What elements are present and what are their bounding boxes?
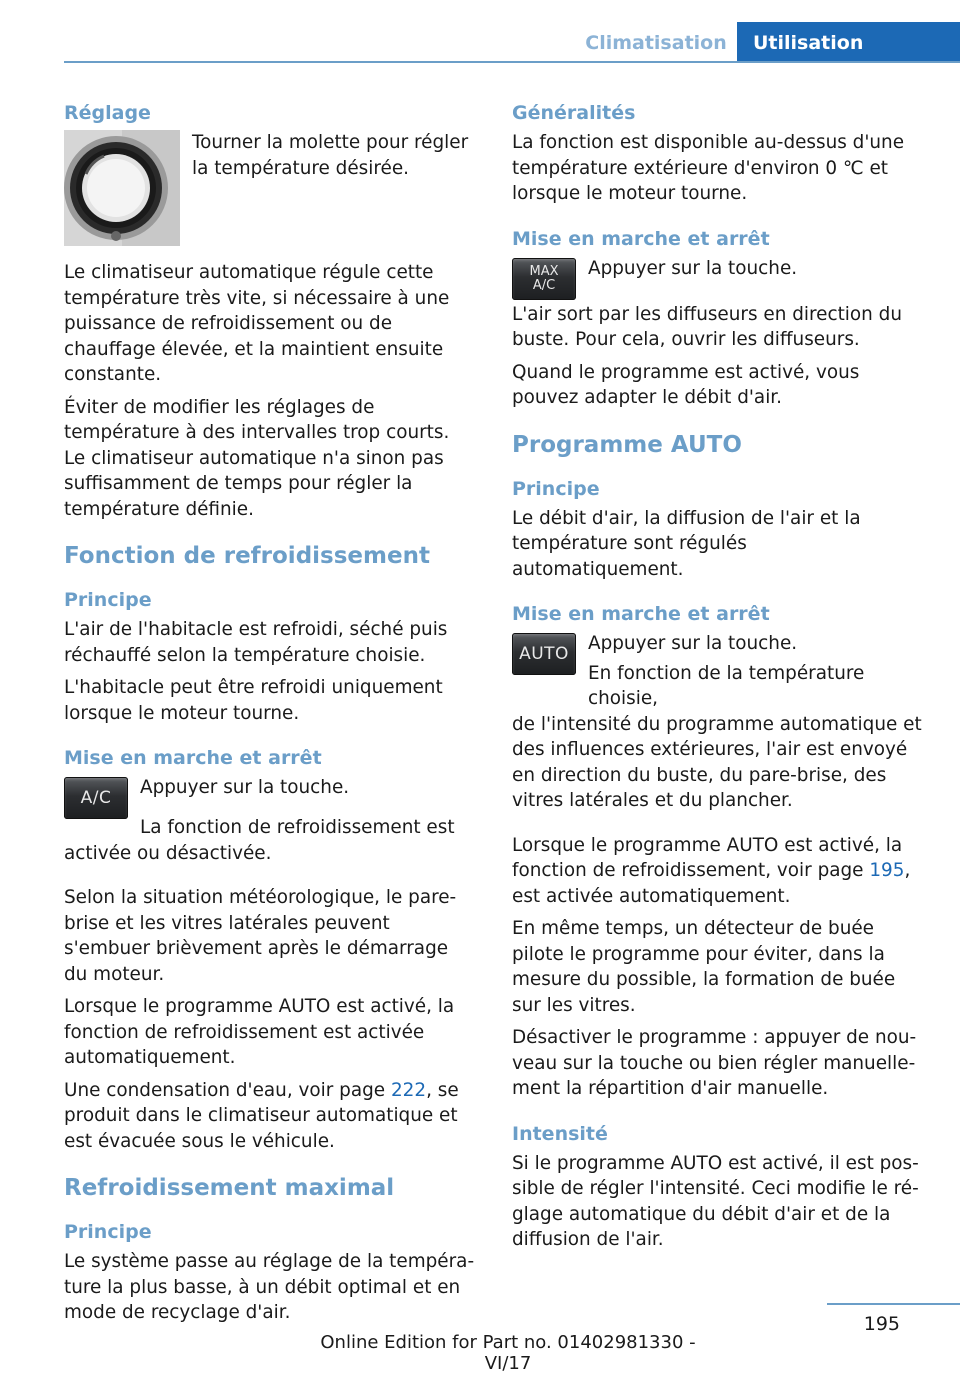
maxcool-heading: Refroidissement maximal	[64, 1175, 395, 1201]
cooling-paragraph-4: Lorsque le programme AUTO est activé, la fonction de refroidissement est activée automatiquement.	[64, 996, 455, 1068]
max-paragraph-3: Quand le programme est activé, vous pouvez adapter le débit d'air.	[512, 361, 860, 408]
knob-icon	[64, 130, 180, 246]
header-active-tab: Utilisation	[737, 22, 960, 62]
right-column	[512, 100, 924, 1260]
cooling-principe-heading: Principe	[64, 589, 152, 611]
reglage-figure-text: Tourner la molette pour régler la température désirée.	[192, 132, 469, 179]
general-paragraph: La fonction est disponible au-dessus d'une température extérieure d'environ 0 ℃ et lorsque le moteur tourne.	[512, 132, 905, 204]
page-link-195[interactable]: 195	[869, 860, 905, 881]
auto-paragraph-4: Désactiver le programme : appuyer de nouveau sur la touche ou bien régler manuellement la répartition d'air manuelle.	[512, 1027, 917, 1099]
max-onoff-heading: Mise en marche et arrêt	[512, 227, 770, 250]
auto-button-label: AUTO	[519, 643, 569, 664]
page-link-222[interactable]: 222	[390, 1079, 427, 1101]
reglage-paragraph-2: Éviter de modifier les réglages de température à des intervalles trop courts. Le climatiseur automatique n'a sinon pas suffisamment de temps pour régler la température définie.	[64, 396, 450, 520]
cooling-onoff-paragraph: La fonction de refroidissement est activée ou désactivée.	[64, 817, 455, 864]
cooling-principe-paragraph-2: L'habitacle peut être refroidi uniquement lorsque le moteur tourne.	[64, 677, 443, 724]
cooling-paragraph-5: Une condensation d'eau, voir page 222, se produit dans le climatiseur automatique et est évacuée sous le véhicule.	[64, 1079, 459, 1152]
cooling-onoff-heading: Mise en marche et arrêt	[64, 747, 322, 769]
footer-rule	[827, 1303, 960, 1305]
cooling-principe-paragraph-1: L'air de l'habitacle est refroidi, séché puis réchauffé selon la température choisie.	[64, 619, 448, 666]
left-column	[64, 100, 476, 1333]
reglage-figure-row	[64, 130, 476, 246]
maxcool-principe-paragraph: Le système passe au réglage de la température la plus basse, à un débit optimal et en mode de recyclage d'air.	[64, 1251, 475, 1323]
ac-figure-row	[64, 775, 476, 819]
auto-principe-paragraph: Le débit d'air, la diffusion de l'air et la température sont régulés automatiquement.	[512, 507, 861, 580]
maxac-button-line2: A/C	[532, 277, 556, 293]
auto-figure-text-2: En fonction de la température choisie,	[588, 662, 865, 709]
page-number: 195	[863, 1313, 900, 1335]
header-rule	[64, 61, 960, 63]
intensity-paragraph: Si le programme AUTO est activé, il est possible de régler l'intensité. Ceci modifie le réglage automatique du débit d'air et de la diffusion de l'air.	[512, 1152, 919, 1250]
reglage-heading: Réglage	[64, 102, 151, 124]
ac-button-label: A/C	[80, 787, 112, 808]
maxac-button-line1: MAX	[529, 263, 559, 279]
intensity-heading: Intensité	[512, 1122, 608, 1145]
auto-paragraph-3: En même temps, un détecteur de buée pilote le programme pour éviter, dans la mesure du possible, la formation de buée sur les vitres.	[512, 918, 896, 1016]
auto-paragraph-2: Lorsque le programme AUTO est activé, la fonction de refroidissement, voir page 195, est activée automatiquement.	[512, 834, 911, 907]
maxac-figure-row	[512, 256, 924, 300]
auto-figure-row	[512, 631, 924, 716]
maxac-button-image	[512, 258, 576, 300]
reglage-paragraph-1: Le climatiseur automatique régule cette température très vite, si nécessaire à une puissance de refroidissement ou de chauffage élevée, et la maintient ensuite constante.	[64, 262, 450, 385]
header-section-tab: Climatisation	[585, 32, 727, 54]
edition-footer: Online Edition for Part no. 01402981330 - VI/17	[320, 1332, 696, 1374]
auto-figure-text: Appuyer sur la touche.	[588, 633, 798, 654]
maxcool-principe-heading: Principe	[64, 1221, 152, 1243]
auto-onoff-paragraph: de l'intensité du programme automatique et des influences extérieures, l'air est envoyé en direction du buste, du pare-brise, des vitres latérales et du plancher.	[512, 713, 922, 811]
auto-principe-heading: Principe	[512, 477, 600, 500]
auto-onoff-heading: Mise en marche et arrêt	[512, 603, 770, 625]
general-heading: Généralités	[512, 102, 636, 124]
cooling-paragraph-3: Selon la situation météorologique, le pare-brise et les vitres latérales peuvent s'embuer brièvement après le démarrage du moteur.	[64, 887, 457, 985]
ac-button-image	[64, 777, 128, 819]
cooling-heading: Fonction de refroidissement	[64, 543, 430, 569]
max-paragraph-2: L'air sort par les diffuseurs en direction du buste. Pour cela, ouvrir les diffuseurs.	[512, 303, 902, 350]
ac-figure-text: Appuyer sur la touche.	[140, 777, 350, 798]
auto-heading: Programme AUTO	[512, 431, 742, 458]
maxac-figure-text: Appuyer sur la touche.	[588, 257, 798, 279]
auto-button-image	[512, 633, 576, 675]
temperature-knob-image	[64, 130, 180, 246]
